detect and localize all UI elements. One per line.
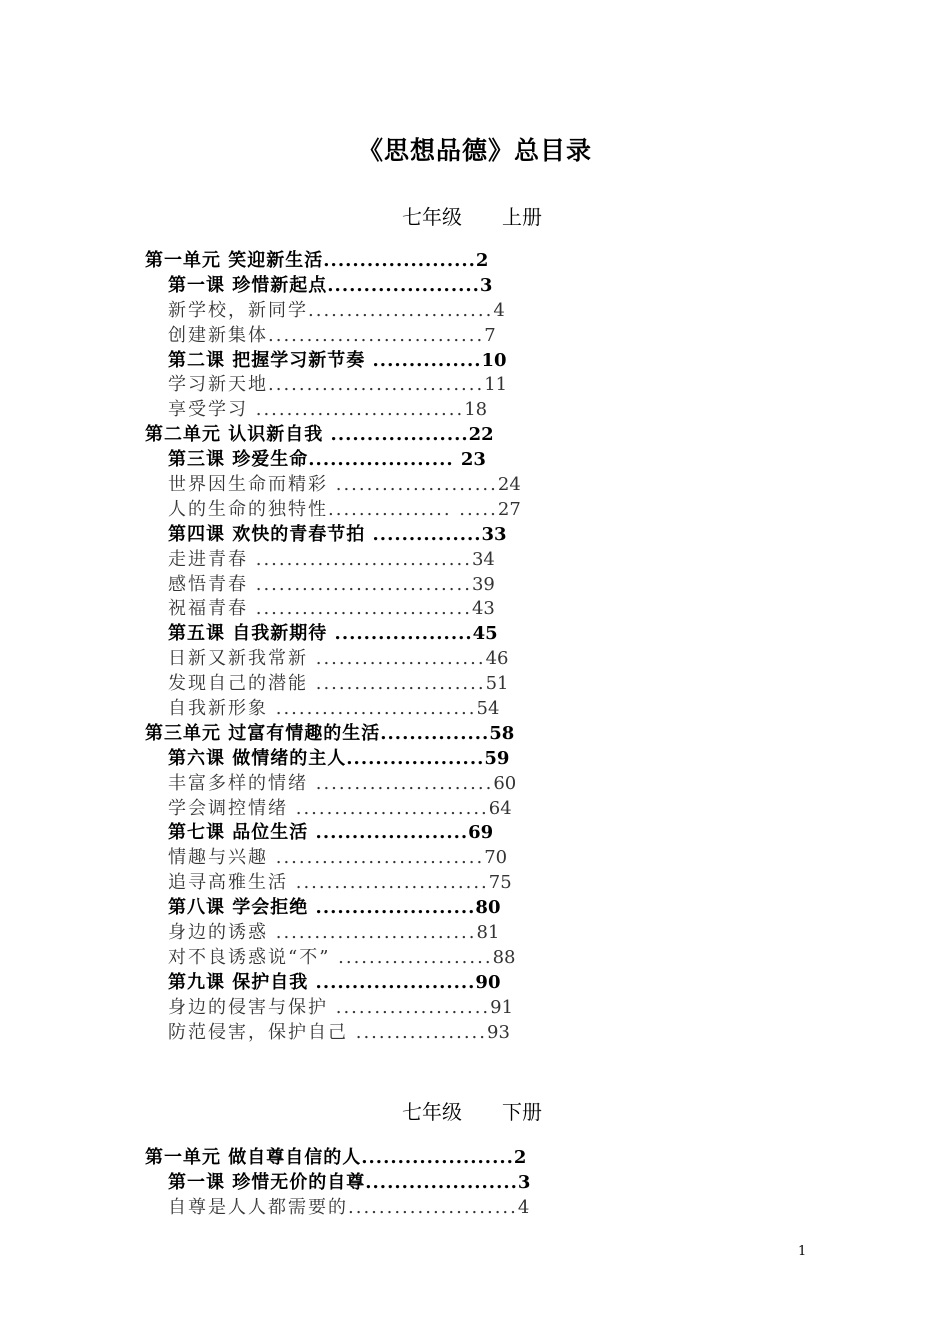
toc-entry-topic: [145, 946, 521, 971]
toc-dot-leader: .....................: [327, 274, 480, 296]
toc-dot-leader: ......................: [348, 1196, 518, 1218]
toc-dot-leader: ...............: [365, 349, 482, 371]
toc-page-number: 11: [484, 374, 508, 396]
toc-entry-title: 身边的诱惑: [168, 922, 268, 944]
toc-entry-title: 创建新集体: [168, 324, 268, 346]
toc-entry-title: 追寻高雅生活: [168, 872, 288, 894]
toc-entry-title: 身边的侵害与保护: [168, 996, 328, 1018]
toc-entry-topic: [145, 1196, 530, 1221]
toc-dot-leader: ............................: [248, 548, 472, 570]
toc-dot-leader: ...............: [365, 523, 482, 545]
toc-page-number: 90: [475, 971, 501, 993]
toc-page-number: 60: [493, 772, 517, 794]
toc-entry-topic: [145, 324, 521, 349]
section-heading-upper: [0, 201, 950, 231]
toc-entry-title: 第三课 珍爱生命: [168, 449, 309, 471]
toc-entry-title: 自我新形象: [168, 698, 268, 720]
toc-entry-title: 日新又新我常新: [168, 648, 308, 670]
toc-dot-leader: ............................: [268, 374, 485, 396]
section-heading-lower: [0, 1096, 950, 1126]
toc-dot-leader: ........................: [308, 299, 494, 321]
toc-entry-lesson: [145, 274, 521, 299]
toc-entry-lesson: [145, 622, 521, 647]
toc-entry-title: 祝福青春: [168, 598, 248, 620]
toc-page-number: 58: [489, 722, 515, 744]
toc-entry-title: 第八课 学会拒绝: [168, 897, 309, 919]
toc-dot-leader: .....................: [361, 1147, 514, 1168]
toc-page-number: 46: [485, 648, 509, 670]
toc-dot-leader: .....................: [323, 250, 476, 271]
toc-entry-title: 第五课 自我新期待: [168, 623, 328, 645]
toc-entry-title: 第九课 保护自我: [168, 971, 309, 993]
section-volume: 上册: [502, 205, 542, 229]
toc-dot-leader: ......................: [308, 971, 476, 993]
toc-dot-leader: .........................: [288, 872, 489, 894]
toc-entry-title: 第三单元 过富有情趣的生活: [145, 722, 381, 744]
toc-list-lower: [145, 1146, 530, 1221]
toc-entry-topic: [145, 573, 521, 598]
toc-page-number: 18: [464, 399, 488, 421]
toc-entry-topic: [145, 672, 521, 697]
toc-entry-topic: [145, 647, 521, 672]
toc-entry-title: 走进青春: [168, 548, 248, 570]
toc-entry-title: 学习新天地: [168, 374, 268, 396]
toc-entry-topic: [145, 871, 521, 896]
toc-entry-lesson: [145, 821, 521, 846]
section-grade: 七年级: [402, 205, 462, 229]
toc-page-number: 54: [476, 698, 500, 720]
toc-entry-title: 情趣与兴趣: [168, 847, 268, 869]
document-title: 《思想品德》总目录: [357, 136, 592, 165]
toc-dot-leader: ...................: [323, 424, 469, 446]
toc-dot-leader: ............................: [248, 573, 472, 595]
toc-dot-leader: ................ .....: [328, 498, 498, 520]
toc-page-number: 7: [484, 324, 496, 346]
toc-page-number: 51: [485, 673, 509, 695]
toc-entry-title: 人的生命的独特性: [168, 498, 328, 520]
toc-entry-title: 丰富多样的情绪: [168, 772, 308, 794]
toc-page-number: 59: [484, 747, 510, 769]
toc-entry-title: 学会调控情绪: [168, 797, 288, 819]
toc-page-number: 24: [497, 474, 521, 496]
toc-entry-lesson: [145, 523, 521, 548]
toc-page-number: 64: [488, 797, 512, 819]
toc-page-number: 75: [488, 872, 512, 894]
toc-entry-lesson: [145, 1171, 530, 1196]
toc-list-upper: [145, 249, 521, 1046]
section-volume: 下册: [502, 1100, 542, 1124]
toc-entry-lesson: [145, 349, 521, 374]
toc-dot-leader: ......................: [308, 673, 486, 695]
toc-entry-title: 第一课 珍惜新起点: [168, 274, 328, 296]
toc-entry-lesson: [145, 448, 521, 473]
toc-page-number: 33: [481, 523, 507, 545]
toc-page-number: 4: [517, 1196, 530, 1218]
toc-entry-topic: [145, 772, 521, 797]
toc-dot-leader: .....................: [328, 474, 498, 496]
toc-entry-title: 新学校，新同学: [168, 299, 308, 321]
toc-dot-leader: ....................: [328, 996, 491, 1018]
toc-dot-leader: .........................: [288, 797, 489, 819]
toc-page-number: 23: [460, 449, 486, 471]
toc-dot-leader: ...........................: [248, 399, 465, 421]
toc-entry-title: 第六课 做情绪的主人: [168, 747, 347, 769]
toc-entry-lesson: [145, 896, 521, 921]
toc-entry-topic: [145, 548, 521, 573]
toc-page-number: 88: [492, 946, 516, 968]
toc-dot-leader: ......................: [308, 648, 486, 670]
page-number: 1: [798, 1244, 807, 1259]
toc-page-number: 2: [475, 250, 489, 271]
toc-entry-unit: [145, 1146, 530, 1171]
toc-page-number: 39: [471, 573, 495, 595]
toc-entry-title: 第二单元 认识新自我: [145, 424, 324, 446]
toc-page-number: 10: [481, 349, 507, 371]
toc-dot-leader: ...................: [327, 623, 473, 645]
toc-dot-leader: ..........................: [268, 698, 477, 720]
toc-entry-lesson: [145, 747, 521, 772]
toc-page-number: 43: [471, 598, 495, 620]
toc-entry-topic: [145, 921, 521, 946]
toc-entry-title: 第四课 欢快的青春节拍: [168, 523, 366, 545]
toc-dot-leader: ............................: [248, 598, 472, 620]
toc-page-number: 45: [472, 623, 498, 645]
toc-page-number: 80: [475, 897, 501, 919]
toc-entry-unit: [145, 423, 521, 448]
toc-entry-topic: [145, 398, 521, 423]
toc-entry-topic: [145, 498, 521, 523]
toc-entry-title: 世界因生命而精彩: [168, 474, 328, 496]
toc-page-number: 3: [517, 1171, 531, 1193]
toc-entry-title: 第二课 把握学习新节奏: [168, 349, 366, 371]
toc-entry-topic: [145, 473, 521, 498]
toc-page-number: 2: [513, 1147, 527, 1168]
toc-entry-unit: [145, 722, 521, 747]
toc-entry-topic: [145, 846, 521, 871]
toc-entry-topic: [145, 299, 521, 324]
toc-entry-title: 享受学习: [168, 399, 248, 421]
toc-page-number: 70: [484, 847, 508, 869]
toc-dot-leader: .......................: [308, 772, 494, 794]
toc-page-number: 4: [493, 299, 505, 321]
toc-entry-title: 第一单元 做自尊自信的人: [145, 1147, 362, 1168]
toc-entry-title: 第一单元 笑迎新生活: [145, 250, 324, 271]
toc-dot-leader: ...............: [380, 722, 490, 744]
toc-page-number: 93: [487, 1021, 510, 1043]
toc-entry-title: 防范侵害，保护自己: [168, 1021, 348, 1043]
toc-page-number: 22: [468, 424, 494, 446]
toc-entry-title: 第七课 品位生活: [168, 822, 309, 844]
toc-page-number: 27: [497, 498, 521, 520]
toc-dot-leader: .................: [348, 1021, 487, 1043]
toc-page-number: 3: [479, 274, 493, 296]
toc-entry-lesson: [145, 971, 521, 996]
toc-dot-leader: ....................: [308, 449, 461, 471]
toc-entry-topic: [145, 597, 521, 622]
toc-dot-leader: ......................: [308, 897, 476, 919]
toc-entry-title: 感悟青春: [168, 573, 248, 595]
toc-entry-topic: [145, 697, 521, 722]
toc-entry-topic: [145, 996, 521, 1021]
toc-entry-title: 自尊是人人都需要的: [168, 1196, 348, 1218]
toc-entry-title: 对不良诱惑说“不”: [168, 946, 331, 968]
toc-dot-leader: ...................: [346, 747, 485, 769]
toc-dot-leader: ....................: [330, 946, 493, 968]
toc-page-number: 34: [471, 548, 495, 570]
toc-page-number: 81: [476, 922, 500, 944]
toc-page-number: 91: [490, 996, 514, 1018]
toc-dot-leader: ...........................: [268, 847, 485, 869]
toc-entry-unit: [145, 249, 521, 274]
toc-entry-title: 第一课 珍惜无价的自尊: [168, 1171, 366, 1193]
toc-entry-topic: [145, 1021, 521, 1046]
toc-dot-leader: .....................: [365, 1171, 518, 1193]
toc-entry-title: 发现自己的潜能: [168, 673, 308, 695]
toc-entry-topic: [145, 797, 521, 822]
section-grade: 七年级: [402, 1100, 462, 1124]
toc-entry-topic: [145, 373, 521, 398]
toc-page-number: 69: [468, 822, 494, 844]
toc-dot-leader: .....................: [308, 822, 469, 844]
toc-dot-leader: ............................: [268, 324, 485, 346]
toc-dot-leader: ..........................: [268, 922, 477, 944]
